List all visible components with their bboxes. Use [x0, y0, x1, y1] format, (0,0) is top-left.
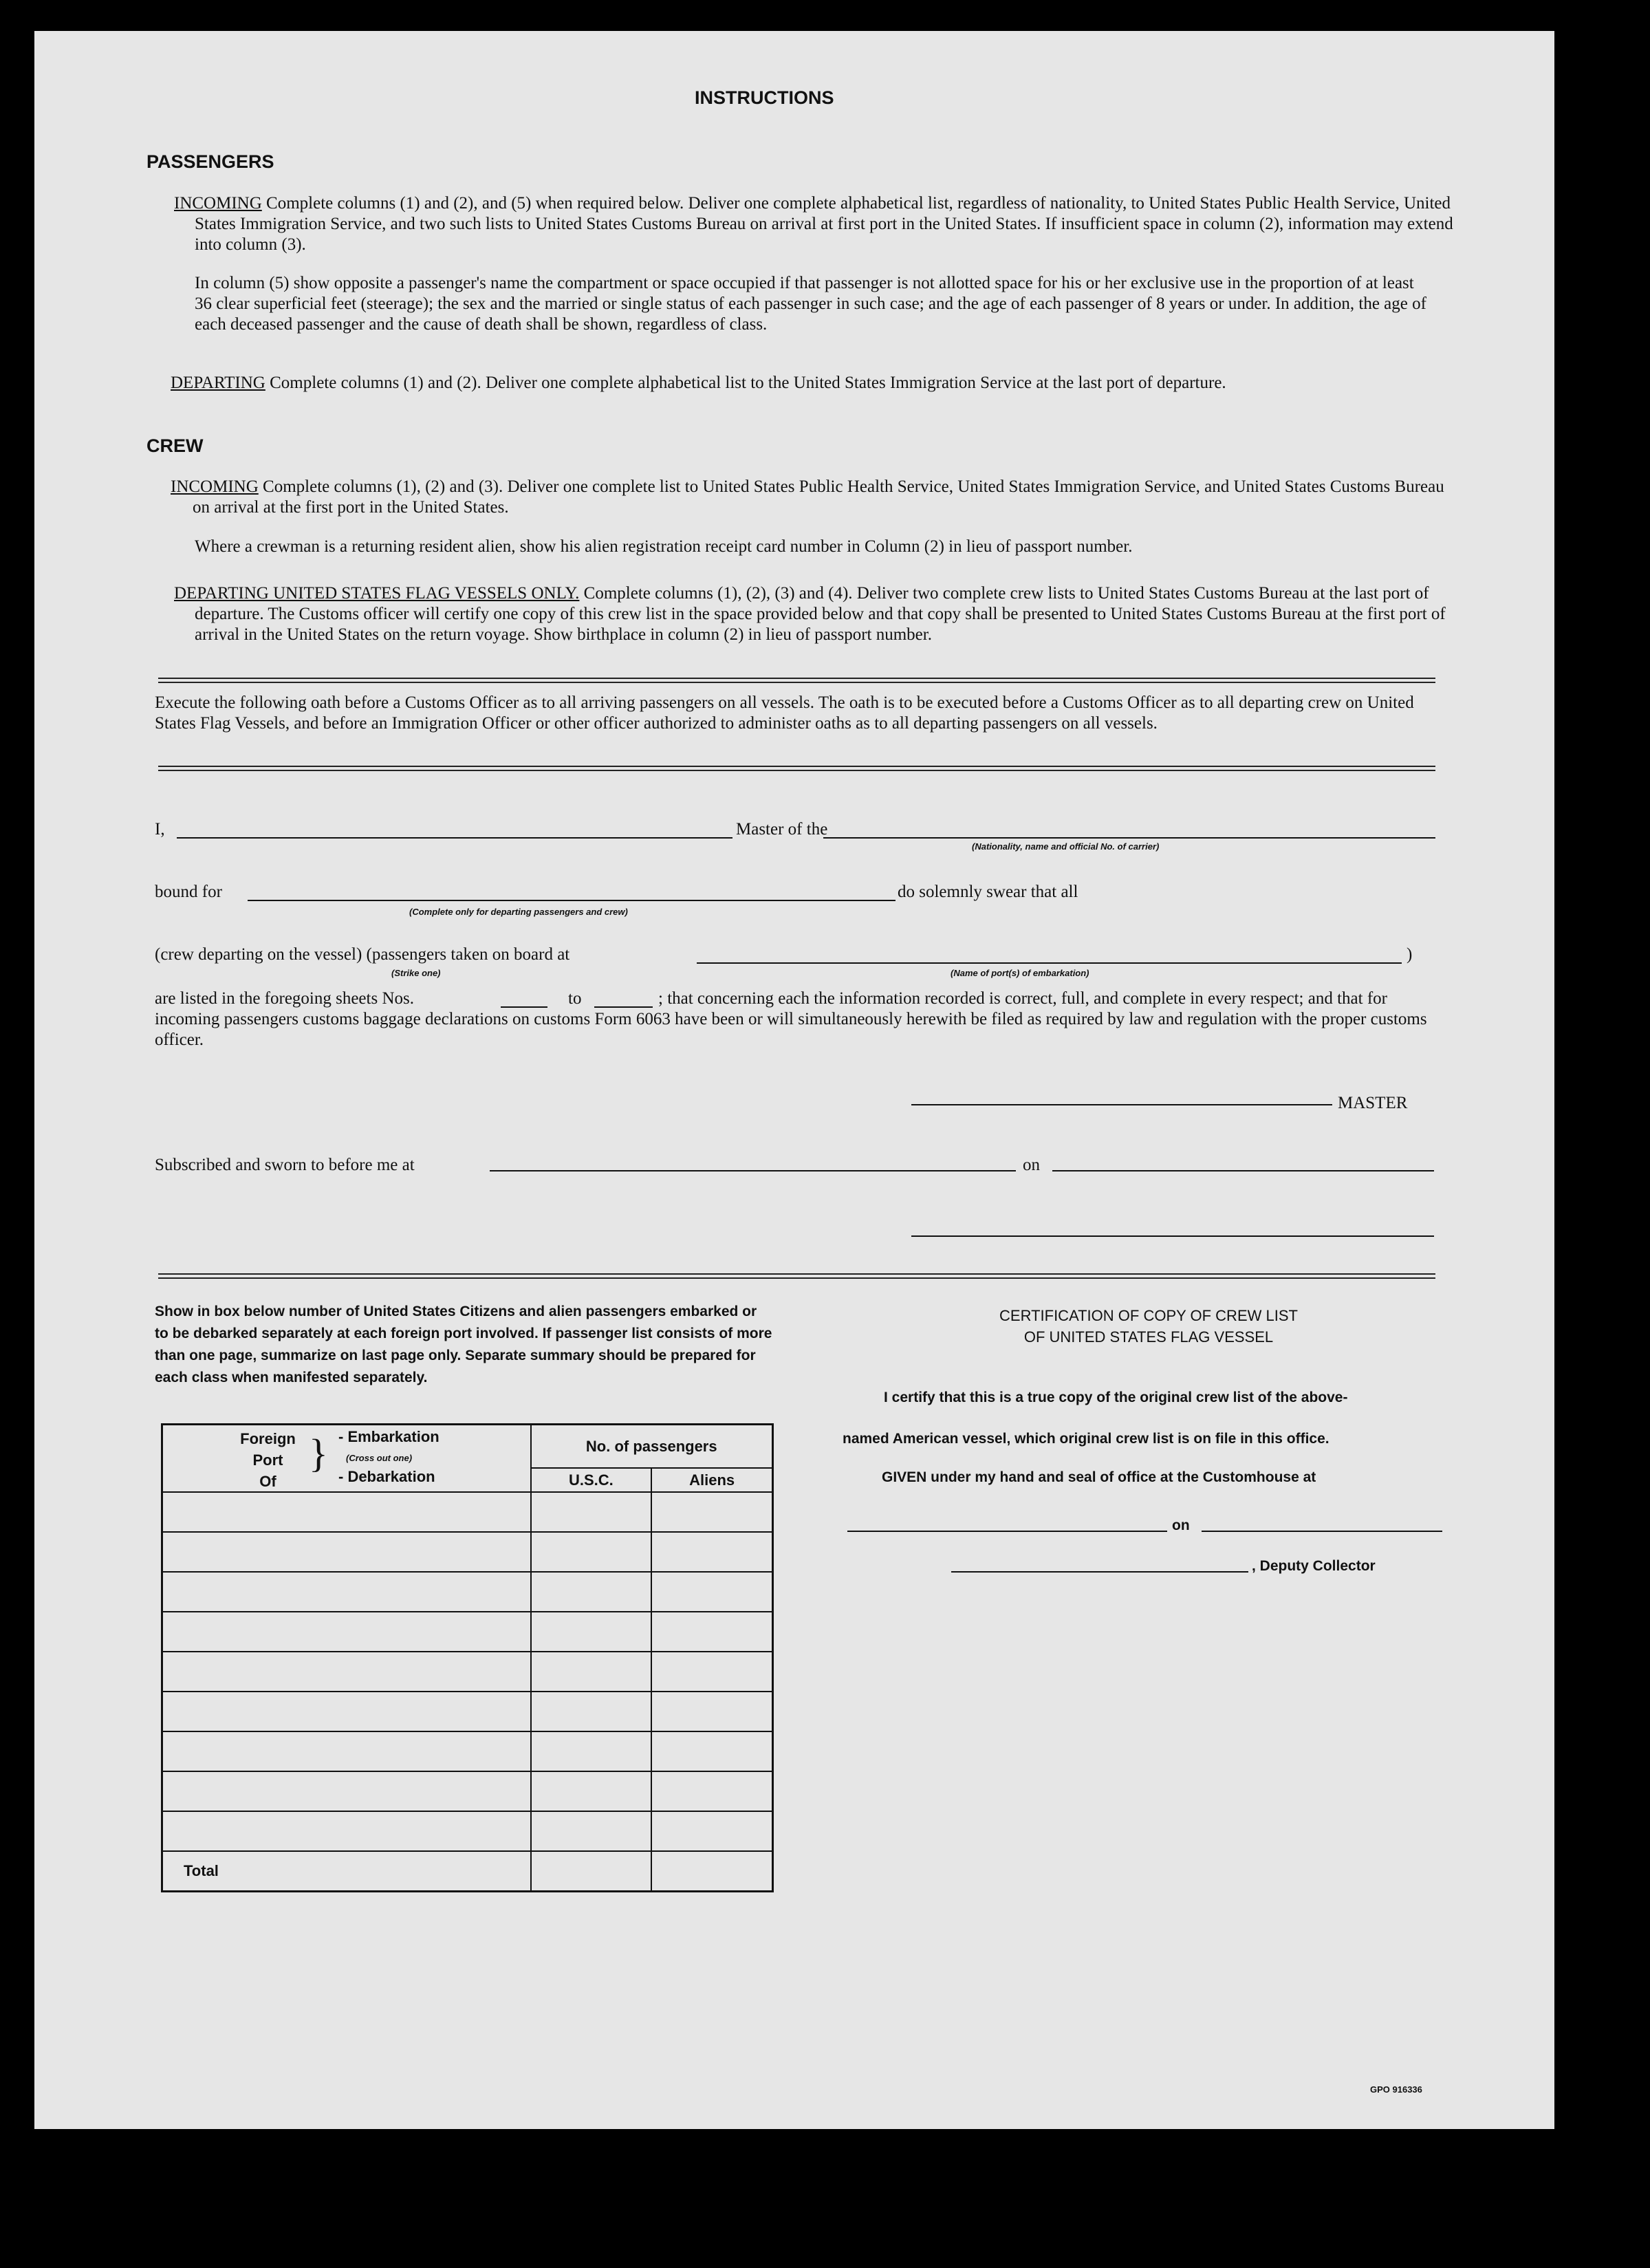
brace-glyph: }	[309, 1431, 328, 1476]
table-row	[162, 1612, 773, 1652]
foreign-label: Foreign	[240, 1430, 296, 1447]
swear-text: do solemnly swear that all	[898, 883, 1078, 901]
total-label: Total	[162, 1851, 531, 1892]
subscribed-date-line[interactable]	[1052, 1170, 1434, 1171]
crew-heading: CREW	[146, 435, 204, 456]
crew-departing-paragraph	[174, 583, 1455, 645]
crew-incoming-paragraph	[171, 477, 1456, 518]
passengers-incoming-label: INCOMING	[174, 194, 262, 213]
usc-cell[interactable]	[531, 1572, 652, 1612]
master-name-line[interactable]	[177, 837, 732, 839]
divider	[158, 678, 1435, 683]
officer-signature-line[interactable]	[911, 1235, 1434, 1237]
debarkation-label: - Debarkation	[338, 1468, 435, 1485]
port-header-cell	[162, 1425, 531, 1493]
table-row	[162, 1652, 773, 1692]
port-cell[interactable]	[162, 1731, 531, 1771]
listed-rest	[155, 989, 1437, 1050]
listed-rest-text: ; that concerning each the information recorded is correct, full, and complete in every respect; and that for incoming passengers customs baggage declarations on customs Form 6063 have been or will simultaneously herewith be filed as required by law and regulation with the proper customs officer.	[155, 989, 1427, 1049]
deputy-collector-label: , Deputy Collector	[1252, 1558, 1376, 1574]
usc-total-cell[interactable]	[531, 1851, 652, 1892]
port-cell[interactable]	[162, 1532, 531, 1572]
master-signature-line[interactable]	[911, 1104, 1332, 1105]
aliens-cell[interactable]	[651, 1731, 772, 1771]
table-row	[162, 1692, 773, 1731]
divider	[158, 766, 1435, 771]
aliens-cell[interactable]	[651, 1652, 772, 1692]
certification-line1: I certify that this is a true copy of the original crew list of the above-	[884, 1390, 1348, 1405]
usc-cell[interactable]	[531, 1652, 652, 1692]
usc-cell[interactable]	[531, 1532, 652, 1572]
complete-caption: (Complete only for departing passengers and crew)	[409, 907, 628, 917]
table-row	[162, 1771, 773, 1811]
aliens-total-cell[interactable]	[651, 1851, 772, 1892]
usc-cell[interactable]	[531, 1731, 652, 1771]
aliens-cell[interactable]	[651, 1492, 772, 1532]
usc-cell[interactable]	[531, 1692, 652, 1731]
port-embarkation-line[interactable]	[697, 962, 1402, 964]
port-cell[interactable]	[162, 1572, 531, 1612]
bound-for-label: bound for	[155, 883, 222, 901]
certification-heading-line2: OF UNITED STATES FLAG VESSEL	[1023, 1328, 1274, 1346]
total-row	[162, 1851, 773, 1892]
passengers-departing-label: DEPARTING	[171, 374, 265, 392]
table-row	[162, 1572, 773, 1612]
aliens-cell[interactable]	[651, 1532, 772, 1572]
table-row	[162, 1731, 773, 1771]
usc-cell[interactable]	[531, 1771, 652, 1811]
passengers-incoming-text: Complete columns (1) and (2), and (5) when required below. Deliver one complete alphabetical list, regardless of nationality, to United States Public Health Service, United States Immigration Service, and two such lists to United States Customs Bureau on arrival at first port in the United States. If insufficient space in column (2), information may extend into column (3).	[195, 194, 1453, 254]
passenger-summary-table	[161, 1423, 774, 1892]
table-row	[162, 1532, 773, 1572]
passengers-departing-paragraph	[171, 373, 1456, 393]
divider	[158, 1273, 1435, 1279]
port-cell[interactable]	[162, 1612, 531, 1652]
to-label: to	[568, 989, 582, 1008]
crew-departing-text: (crew departing on the vessel) (passengers taken on board at	[155, 945, 570, 964]
of-label: Of	[259, 1473, 276, 1490]
port-cell[interactable]	[162, 1692, 531, 1731]
cross-out-caption: (Cross out one)	[346, 1453, 413, 1463]
crew-incoming-text: Complete columns (1), (2) and (3). Deliver one complete list to United States Public Health Service, United States Immigration Service, and United States Customs Bureau on arrival at the first port in the United States.	[193, 477, 1444, 517]
certification-line3: GIVEN under my hand and seal of office at the Customhouse at	[882, 1469, 1316, 1485]
port-cell[interactable]	[162, 1492, 531, 1532]
certification-heading	[894, 1305, 1403, 1348]
subscribed-place-line[interactable]	[490, 1170, 1016, 1171]
table-row	[162, 1811, 773, 1851]
no-passengers-header: No. of passengers	[531, 1425, 773, 1469]
master-label: MASTER	[1338, 1094, 1408, 1112]
certification-line2: named American vessel, which original crew list is on file in this office.	[843, 1431, 1329, 1447]
passengers-heading: PASSENGERS	[146, 151, 274, 172]
close-paren: )	[1407, 945, 1413, 964]
master-of-the-label: Master of the	[736, 820, 828, 839]
crew-departing-text: Complete columns (1), (2), (3) and (4). Deliver two complete crew lists to United States Customs Bureau at the last port of departure. The Customs officer will certify one copy of this crew list in the space provided below and that copy shall be presented to United States Customs Bureau at the first port of arrival in the United States on the return voyage. Show birthplace in column (2) in lieu of passport number.	[195, 584, 1446, 644]
customhouse-line[interactable]	[847, 1531, 1167, 1532]
usc-header: U.S.C.	[531, 1468, 652, 1492]
form-page	[34, 31, 1554, 2129]
page-title: INSTRUCTIONS	[695, 87, 834, 108]
nationality-caption: (Nationality, name and official No. of carrier)	[972, 841, 1160, 852]
gpo-code: GPO 916336	[1370, 2084, 1422, 2095]
listed-prefix: are listed in the foregoing sheets Nos.	[155, 989, 414, 1008]
usc-cell[interactable]	[531, 1492, 652, 1532]
crew-departing-label: DEPARTING UNITED STATES FLAG VESSELS ONLY.	[174, 584, 580, 603]
aliens-cell[interactable]	[651, 1811, 772, 1851]
passengers-departing-text: Complete columns (1) and (2). Deliver one complete alphabetical list to the United States Immigration Service at the last port of departure.	[270, 374, 1226, 392]
aliens-cell[interactable]	[651, 1692, 772, 1731]
strike-caption: (Strike one)	[391, 968, 441, 978]
aliens-cell[interactable]	[651, 1771, 772, 1811]
port-cell[interactable]	[162, 1811, 531, 1851]
passengers-column5-paragraph: In column (5) show opposite a passenger's name the compartment or space occupied if that passenger is not allotted space for his or her exclusive use in the proportion of at least 36 clear superficial feet (steerage); the sex and the married or single status of each passenger in such case; and the age of each passenger of 8 years or under. In addition, the age of each deceased passenger and the cause of death shall be shown, regardless of class.	[195, 274, 1426, 334]
subscribed-text: Subscribed and sworn to before me at	[155, 1156, 415, 1174]
aliens-cell[interactable]	[651, 1612, 772, 1652]
bound-for-line[interactable]	[248, 900, 895, 901]
oath-intro: Execute the following oath before a Customs Officer as to all arriving passengers on all vessels. The oath is to be executed before a Customs Officer as to all departing crew on United States Flag Vessels, and before an Immigration Officer or other officer authorized to administer oaths as to all departing passengers on all vessels.	[155, 693, 1414, 733]
usc-cell[interactable]	[531, 1811, 652, 1851]
passengers-incoming-paragraph	[174, 193, 1455, 255]
carrier-line[interactable]	[823, 837, 1435, 839]
table-row	[162, 1492, 773, 1532]
aliens-header: Aliens	[651, 1468, 772, 1492]
crew-resident-paragraph: Where a crewman is a returning resident alien, show his alien registration receipt card number in Column (2) in lieu of passport number.	[195, 537, 1133, 556]
port-caption: (Name of port(s) of embarkation)	[951, 968, 1089, 978]
crew-incoming-label: INCOMING	[171, 477, 259, 496]
aliens-cell[interactable]	[651, 1572, 772, 1612]
certification-heading-line1: CERTIFICATION OF COPY OF CREW LIST	[999, 1307, 1298, 1324]
usc-cell[interactable]	[531, 1612, 652, 1652]
summary-note: Show in box below number of United States Citizens and alien passengers embarked or to be debarked separately at each foreign port involved. If passenger list consists of more than one page, summarize on last page only. Separate summary should be prepared for each class when manifested separately.	[155, 1304, 772, 1385]
certification-date-line[interactable]	[1202, 1531, 1442, 1532]
port-cell[interactable]	[162, 1771, 531, 1811]
port-label: Port	[252, 1451, 283, 1469]
port-cell[interactable]	[162, 1652, 531, 1692]
deputy-signature-line[interactable]	[951, 1571, 1248, 1573]
embarkation-label: - Embarkation	[338, 1428, 439, 1445]
oath-i-label: I,	[155, 820, 165, 839]
certification-on-label: on	[1172, 1518, 1190, 1533]
subscribed-on-label: on	[1023, 1156, 1040, 1174]
